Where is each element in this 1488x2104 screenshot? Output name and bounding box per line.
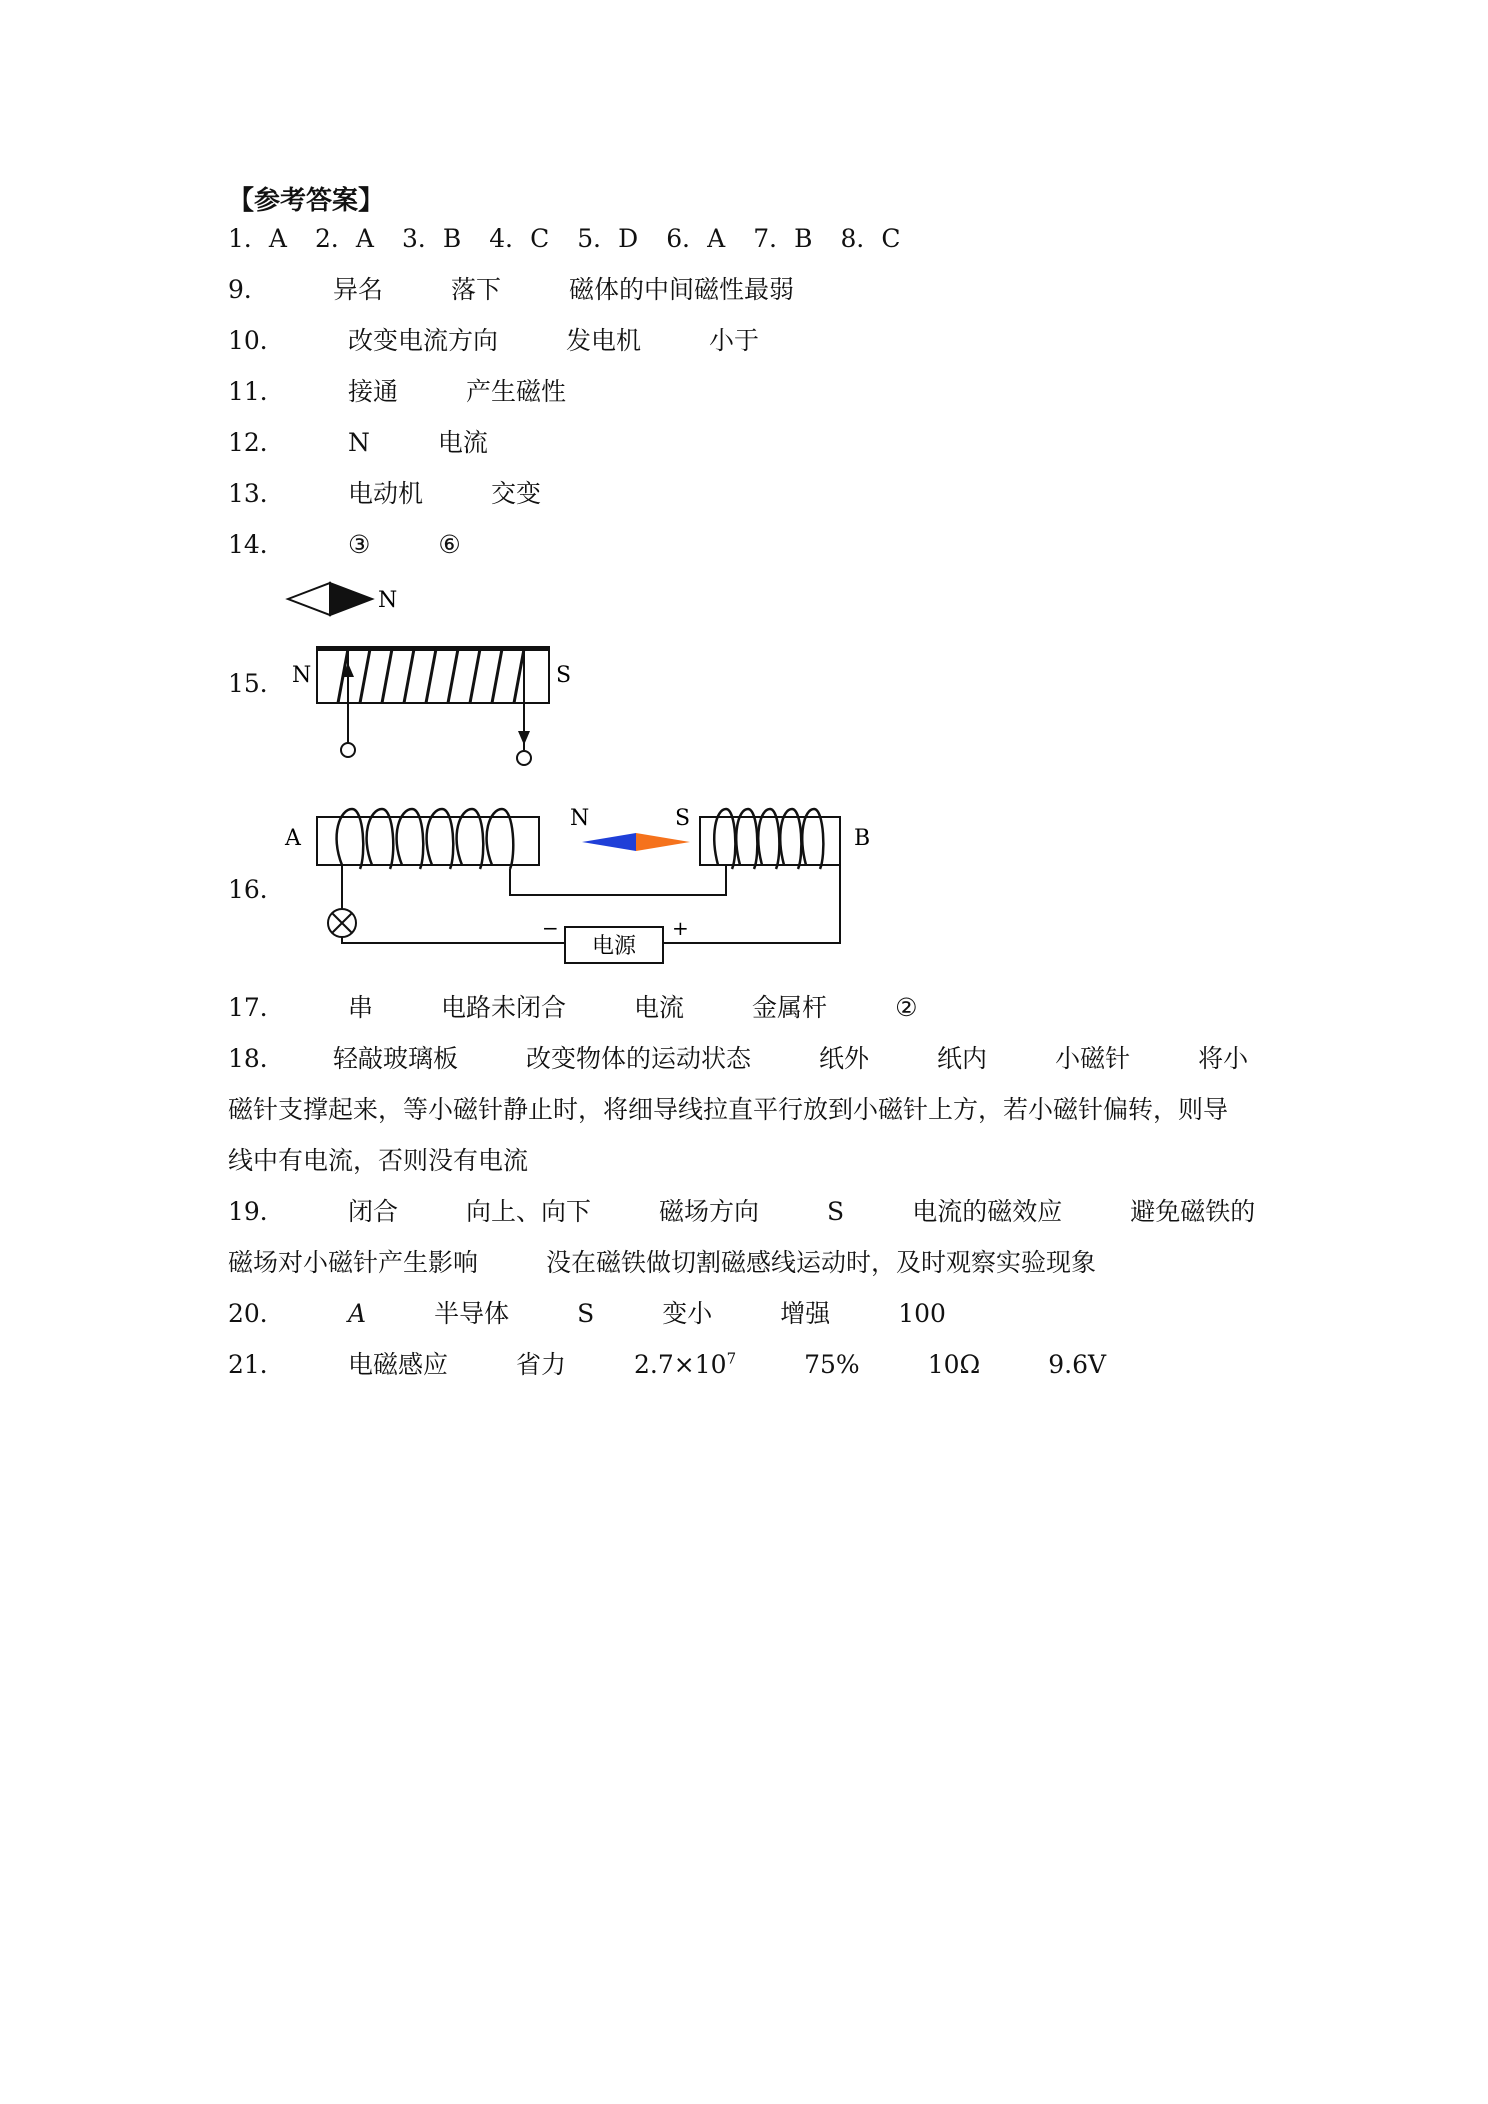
- label-b: B: [854, 826, 871, 851]
- answer: A: [348, 1299, 367, 1328]
- answer: 变小: [662, 1299, 713, 1328]
- mc-number: 8．: [840, 224, 882, 253]
- answer: 发电机: [566, 326, 642, 355]
- question-number: 12．: [228, 428, 285, 457]
- mc-number: 2．: [314, 224, 356, 253]
- answer: 改变电流方向: [348, 326, 499, 355]
- compass-needle-white: [288, 583, 330, 615]
- question-14: [228, 525, 461, 561]
- answer: 金属杆: [752, 993, 828, 1022]
- answer-base: 2.7×10: [634, 1350, 727, 1379]
- terminal-right: [517, 751, 531, 765]
- mc-answer: A: [268, 224, 287, 253]
- question-17: [228, 988, 917, 1024]
- needle-north-blue: [582, 833, 636, 851]
- answer-text: 避免磁铁的: [1130, 1197, 1256, 1226]
- power-source-label: 电源: [591, 934, 637, 959]
- answer: 75%: [804, 1350, 860, 1379]
- answer: ②: [895, 993, 918, 1022]
- answer: 改变物体的运动状态: [526, 1044, 752, 1073]
- question-9: [228, 270, 794, 306]
- pole-label-n: N: [292, 663, 312, 688]
- answer: 电流: [634, 993, 685, 1022]
- question-20: [228, 1294, 946, 1330]
- question-16-number: 16．: [228, 875, 285, 904]
- mc-answer: C: [881, 224, 901, 253]
- answer: 100: [898, 1299, 946, 1328]
- answer: 小磁针: [1055, 1044, 1131, 1073]
- question-number: 13．: [228, 479, 285, 508]
- answer-scientific: [634, 1350, 736, 1379]
- mc-number: 1．: [228, 224, 269, 253]
- question-21: [228, 1345, 1106, 1381]
- mc-answer: A: [355, 224, 374, 253]
- current-arrow-down: [518, 731, 530, 745]
- label-a: A: [285, 826, 301, 851]
- needle-label-n: N: [378, 588, 398, 613]
- mc-answer: A: [707, 224, 726, 253]
- answer-text: 将小: [1198, 1044, 1249, 1073]
- question-number: 14．: [228, 530, 285, 559]
- electromagnet-circuit-diagram: [280, 795, 920, 975]
- solenoid-diagram: [280, 575, 580, 775]
- question-18-line-3: 线中有电流，否则没有电流: [228, 1146, 529, 1175]
- question-number: 19．: [228, 1197, 285, 1226]
- question-number: 9．: [228, 275, 269, 304]
- question-19: [228, 1192, 1255, 1228]
- question-number: 17．: [228, 993, 285, 1022]
- label-plus: +: [672, 916, 689, 940]
- question-number: 10．: [228, 326, 285, 355]
- mc-answer: B: [794, 224, 813, 253]
- question-12: [228, 423, 488, 459]
- label-minus: −: [542, 916, 559, 940]
- answer: 省力: [516, 1350, 567, 1379]
- answer: 交变: [491, 479, 542, 508]
- pole-label-s: S: [556, 663, 572, 688]
- compass-needle-black: [330, 583, 372, 615]
- answer: 纸外: [819, 1044, 870, 1073]
- question-number: 20．: [228, 1299, 285, 1328]
- answer: 接通: [348, 377, 399, 406]
- mc-answer: D: [618, 224, 639, 253]
- answer: 半导体: [434, 1299, 510, 1328]
- question-18-line-2: 磁针支撑起来，等小磁针静止时，将细导线拉直平行放到小磁针上方，若小磁针偏转，则导: [228, 1095, 1229, 1124]
- answer: 磁场对小磁针产生影响: [228, 1248, 479, 1277]
- answer: 增强: [780, 1299, 831, 1328]
- answer: 小于: [709, 326, 760, 355]
- question-number: 18．: [228, 1044, 285, 1073]
- answer: 电流的磁效应: [912, 1197, 1063, 1226]
- answer: 向上、向下: [466, 1197, 592, 1226]
- mc-answers: [228, 219, 901, 255]
- answer: 电磁感应: [348, 1350, 449, 1379]
- mc-number: 6．: [666, 224, 708, 253]
- answer: 异名: [333, 275, 384, 304]
- mc-answer: C: [530, 224, 550, 253]
- answer: 电流: [437, 428, 488, 457]
- question-10: [228, 321, 759, 357]
- answer: 磁场方向: [659, 1197, 760, 1226]
- answer: ⑥: [438, 530, 461, 559]
- terminal-left: [341, 743, 355, 757]
- mc-number: 3．: [401, 224, 443, 253]
- needle-south-orange: [636, 833, 690, 851]
- answer: 闭合: [348, 1197, 399, 1226]
- answer: 没在磁铁做切割磁感线运动时，及时观察实验现象: [546, 1248, 1097, 1277]
- mc-answer: B: [442, 224, 462, 253]
- question-13: [228, 474, 541, 510]
- answer: 纸内: [937, 1044, 988, 1073]
- answer: S: [827, 1197, 845, 1226]
- answer: 落下: [451, 275, 502, 304]
- mc-number: 4．: [489, 224, 531, 253]
- needle-label-s: S: [675, 806, 691, 831]
- question-19-line-2: [228, 1243, 1096, 1279]
- answer: 产生磁性: [466, 377, 567, 406]
- question-11: [228, 372, 566, 408]
- answer: S: [577, 1299, 595, 1328]
- answer: 10Ω: [927, 1350, 981, 1379]
- answer: 串: [348, 993, 374, 1022]
- answer: 电动机: [348, 479, 424, 508]
- answer: 轻敲玻璃板: [333, 1044, 459, 1073]
- question-15-number: 15．: [228, 669, 285, 698]
- question-18: [228, 1039, 1248, 1075]
- mc-number: 7．: [753, 224, 795, 253]
- answer: ③: [348, 530, 371, 559]
- answer-exponent: 7: [726, 1349, 737, 1368]
- answer: 9.6V: [1048, 1350, 1107, 1379]
- answer: 电路未闭合: [441, 993, 567, 1022]
- answer: 磁体的中间磁性最弱: [569, 275, 795, 304]
- needle-label-n: N: [570, 806, 590, 831]
- core-b: [700, 817, 840, 865]
- page-title: 【参考答案】: [228, 186, 385, 216]
- question-number: 11．: [228, 377, 285, 406]
- question-number: 21．: [228, 1350, 285, 1379]
- answer: N: [348, 428, 370, 457]
- mc-number: 5．: [577, 224, 619, 253]
